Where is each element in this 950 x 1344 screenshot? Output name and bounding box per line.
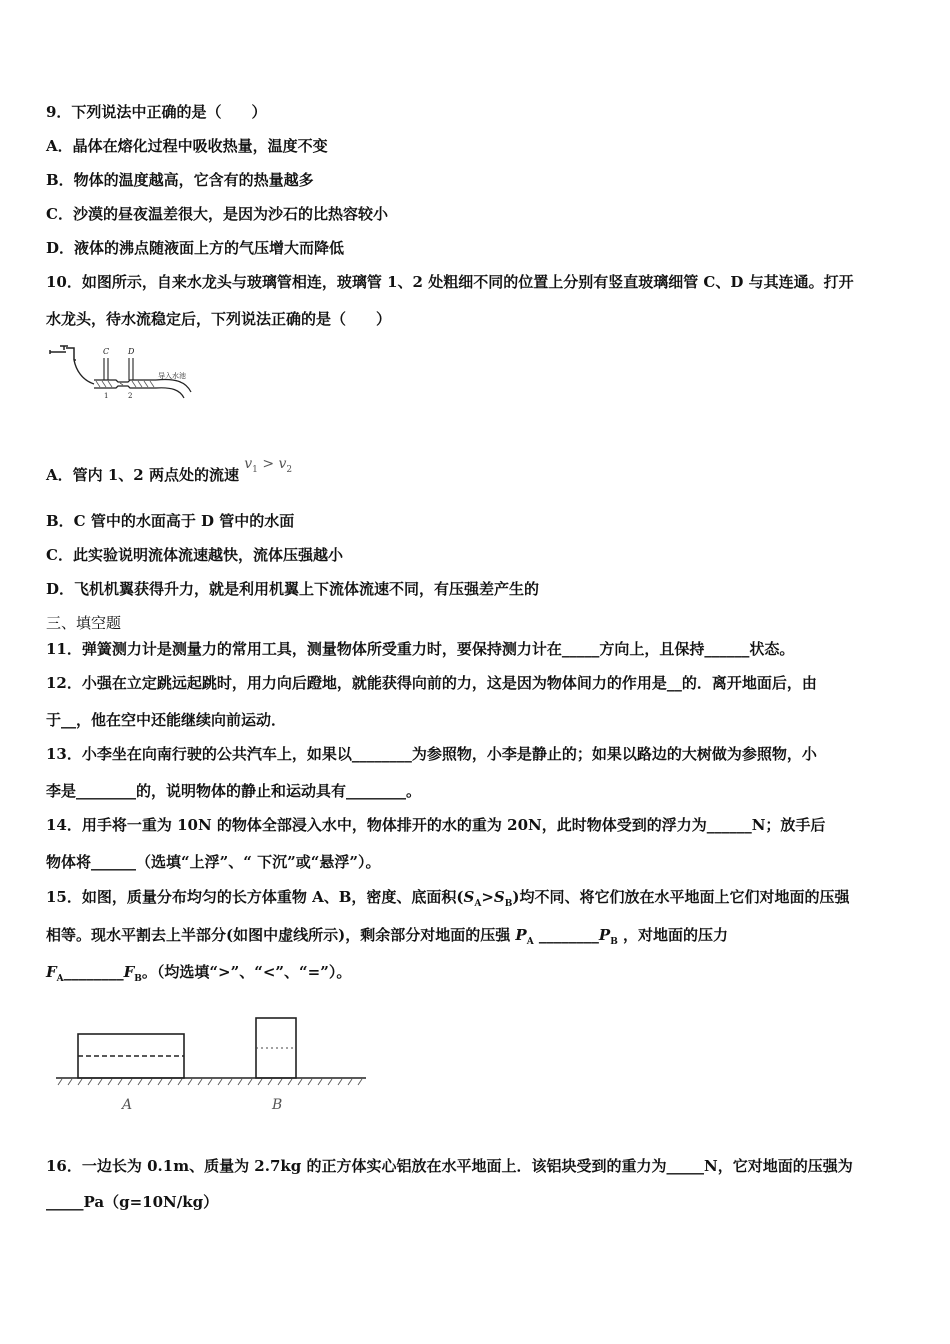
blocks-figure [56,1012,366,1118]
label-d: D [128,347,135,356]
q16-line2: _____Pa（g=10N/kg） [46,1193,219,1211]
f-b-subscript: B [134,974,142,984]
q15-line1-a: 15．如图，质量分布均匀的长方体重物 A、B，密度、底面积( [46,888,464,906]
v1-subscript: 1 [252,464,258,475]
vertical-tubes-cd [104,358,133,380]
s-a-subscript: A [474,899,482,909]
v1-symbol: v [244,456,253,472]
s-b-subscript: B [504,899,513,909]
f-b-symbol: F [123,963,135,981]
q14-line1: 14．用手将一重为 10N 的物体全部浸入水中，物体排开的水的重为 20N，此时物体受到的浮力为______N；放手后 [46,816,826,834]
q15-line1 [46,887,849,914]
q15-blank-f: ________ [63,963,124,981]
label-outlet: 导入水池 [158,372,186,380]
q15-line3-b: 。（均选填“>”、“<”、“=”）。 [141,963,352,981]
q10-stem-line2: 水龙头，待水流稳定后，下列说法正确的是（ ） [46,310,392,328]
q13-line1: 13．小李坐在向南行驶的公共汽车上，如果以________为参照物，小李是静止的；如果以路边的大树做为参照物，小 [46,745,817,763]
f-a-subscript: A [56,974,64,984]
label-c: C [103,347,110,356]
q10-option-c: C．此实验说明流体流速越快，流体压强越小 [46,546,343,564]
label-block-a: A [122,1097,133,1113]
q11: 11．弹簧测力计是测量力的常用工具，测量物体所受重力时，要保持测力计在_____方向上，且保持______状态。 [46,640,795,658]
p-a-symbol: P [515,926,527,944]
q9-option-a: A．晶体在熔化过程中吸收热量，温度不变 [46,137,328,155]
greater-than-sign: > [262,456,275,472]
q9-option-b: B．物体的温度越高，它含有的热量越多 [46,171,314,189]
hose [74,360,94,384]
q10-stem-line1: 10．如图所示，自来水龙头与玻璃管相连，玻璃管 1、2 处粗细不同的位置上分别有竖直玻璃细管 C、D 与其连通。打开 [46,273,854,291]
outlet-hose [156,380,191,399]
q15-line2-b: ，对地面的压力 [623,926,729,944]
velocity-formula [244,456,293,475]
s-b-symbol: S [493,888,505,906]
p-a-subscript: A [526,937,534,947]
faucet-icon [50,346,76,360]
section-title: 三、填空题 [46,614,122,632]
q10-option-d: D．飞机机翼获得升力，就是利用机翼上下流体流速不同，有压强差产生的 [46,580,540,598]
v2-symbol: v [278,456,287,472]
label-block-b: B [272,1097,283,1113]
p-b-symbol: P [598,926,611,944]
q9-stem: 9．下列说法中正确的是（ ） [46,103,267,121]
q15-line2 [46,925,728,952]
q13-line2: 李是________的，说明物体的静止和运动具有________。 [46,782,422,800]
q15-line2-a: 相等。现水平割去上半部分(如图中虚线所示)，剩余部分对地面的压强 [46,926,516,944]
q15-line3 [46,962,351,989]
glass-tube [94,380,156,388]
p-b-subscript: B [610,937,618,947]
q9-option-d: D．液体的沸点随液面上方的气压增大而降低 [46,239,345,257]
q14-line2: 物体将______（选填“上浮”、“ 下沉”或“悬浮”）。 [46,853,381,871]
q10-option-b: B．C 管中的水面高于 D 管中的水面 [46,512,295,530]
q12-line1: 12．小强在立定跳远起跳时，用力向后蹬地，就能获得向前的力，这是因为物体间力的作用是__的．离开地面后，由 [46,674,817,692]
label-2: 2 [128,392,133,400]
q15-line1-b: )均不同、将它们放在水平地面上它们对地面的压强 [512,888,850,906]
q9-option-c: C．沙漠的昼夜温差很大，是因为沙石的比热容较小 [46,205,388,223]
f-a-symbol: F [46,963,57,981]
label-1: 1 [104,392,109,400]
faucet-tube-figure [46,340,206,406]
q15-blank-p: ________ [538,926,599,944]
q12-line2: 于__，他在空中还能继续向前运动． [46,711,287,729]
q16-line1: 16．一边长为 0.1m、质量为 2.7kg 的正方体实心铝放在水平地面上．该铝块受到的重力为_____N，它对地面的压强为 [46,1157,853,1175]
s-a-symbol: S [463,888,475,906]
q10-option-a-text: A．管内 1、2 两点处的流速 [46,466,239,484]
ground-hatch [58,1079,362,1085]
q15-gt: > [481,888,494,906]
q10-option-a [46,456,293,492]
v2-subscript: 2 [286,464,293,475]
